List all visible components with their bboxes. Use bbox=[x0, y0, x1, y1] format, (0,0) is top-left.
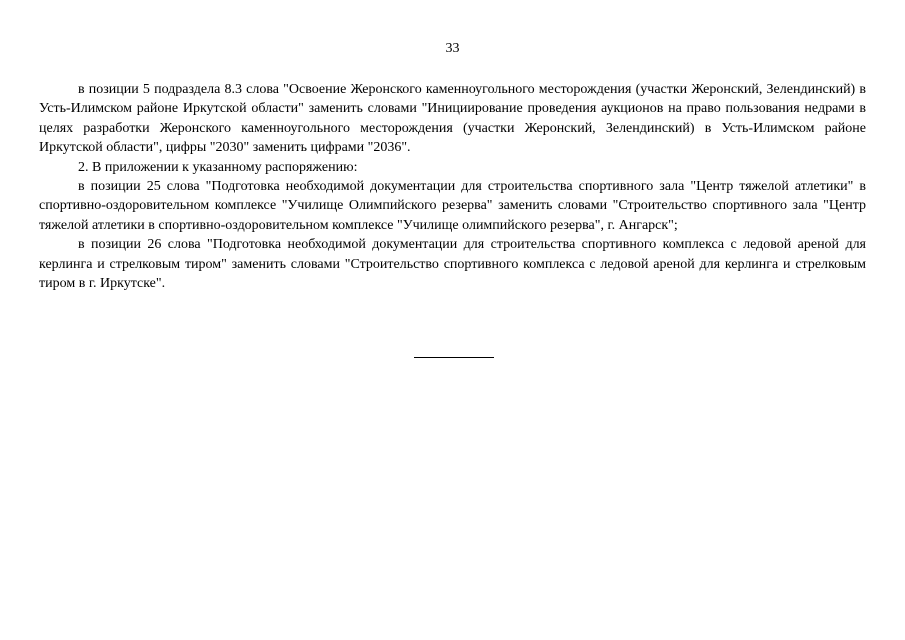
paragraph-position-26: в позиции 26 слова "Подготовка необходимой документации для строительства спортивного комплекса с ледовой ареной для керлинга и стрелковым тиром" заменить словами "Строительство спортивного комплекса с ледовой ареной для керлинга и стрелковым тиром в г. Иркутске". bbox=[39, 237, 866, 292]
end-separator-line bbox=[414, 357, 494, 358]
paragraph-position-25: в позиции 25 слова "Подготовка необходимой документации для строительства спортивного зала "Центр тяжелой атлетики" в спортивно-оздоровительном комплексе "Училище Олимпийского резерва" заменить словами "Строительство спортивного зала "Центр тяжелой атлетики в спортивно-оздоровительном комплексе "Училище олимпийского резерва", г. Ангарск"; bbox=[39, 179, 866, 233]
document-body bbox=[39, 80, 866, 293]
paragraph-appendix-heading: 2. В приложении к указанному распоряжению: bbox=[78, 159, 358, 175]
paragraph-position-5: в позиции 5 подраздела 8.3 слова "Освоение Жеронского каменноугольного месторождения (участки Жеронский, Зелендинский) в Усть-Илимском районе Иркутской области" заменить словами "Инициирование проведения аукционов на право пользования недрами в целях разработки Жеронского каменноугольного месторождения (участки Жеронский, Зелендинский) в Усть-Илимском районе Иркутской области", цифры "2030" заменить цифрами "2036". bbox=[39, 82, 866, 156]
page-number: 33 bbox=[445, 41, 460, 56]
